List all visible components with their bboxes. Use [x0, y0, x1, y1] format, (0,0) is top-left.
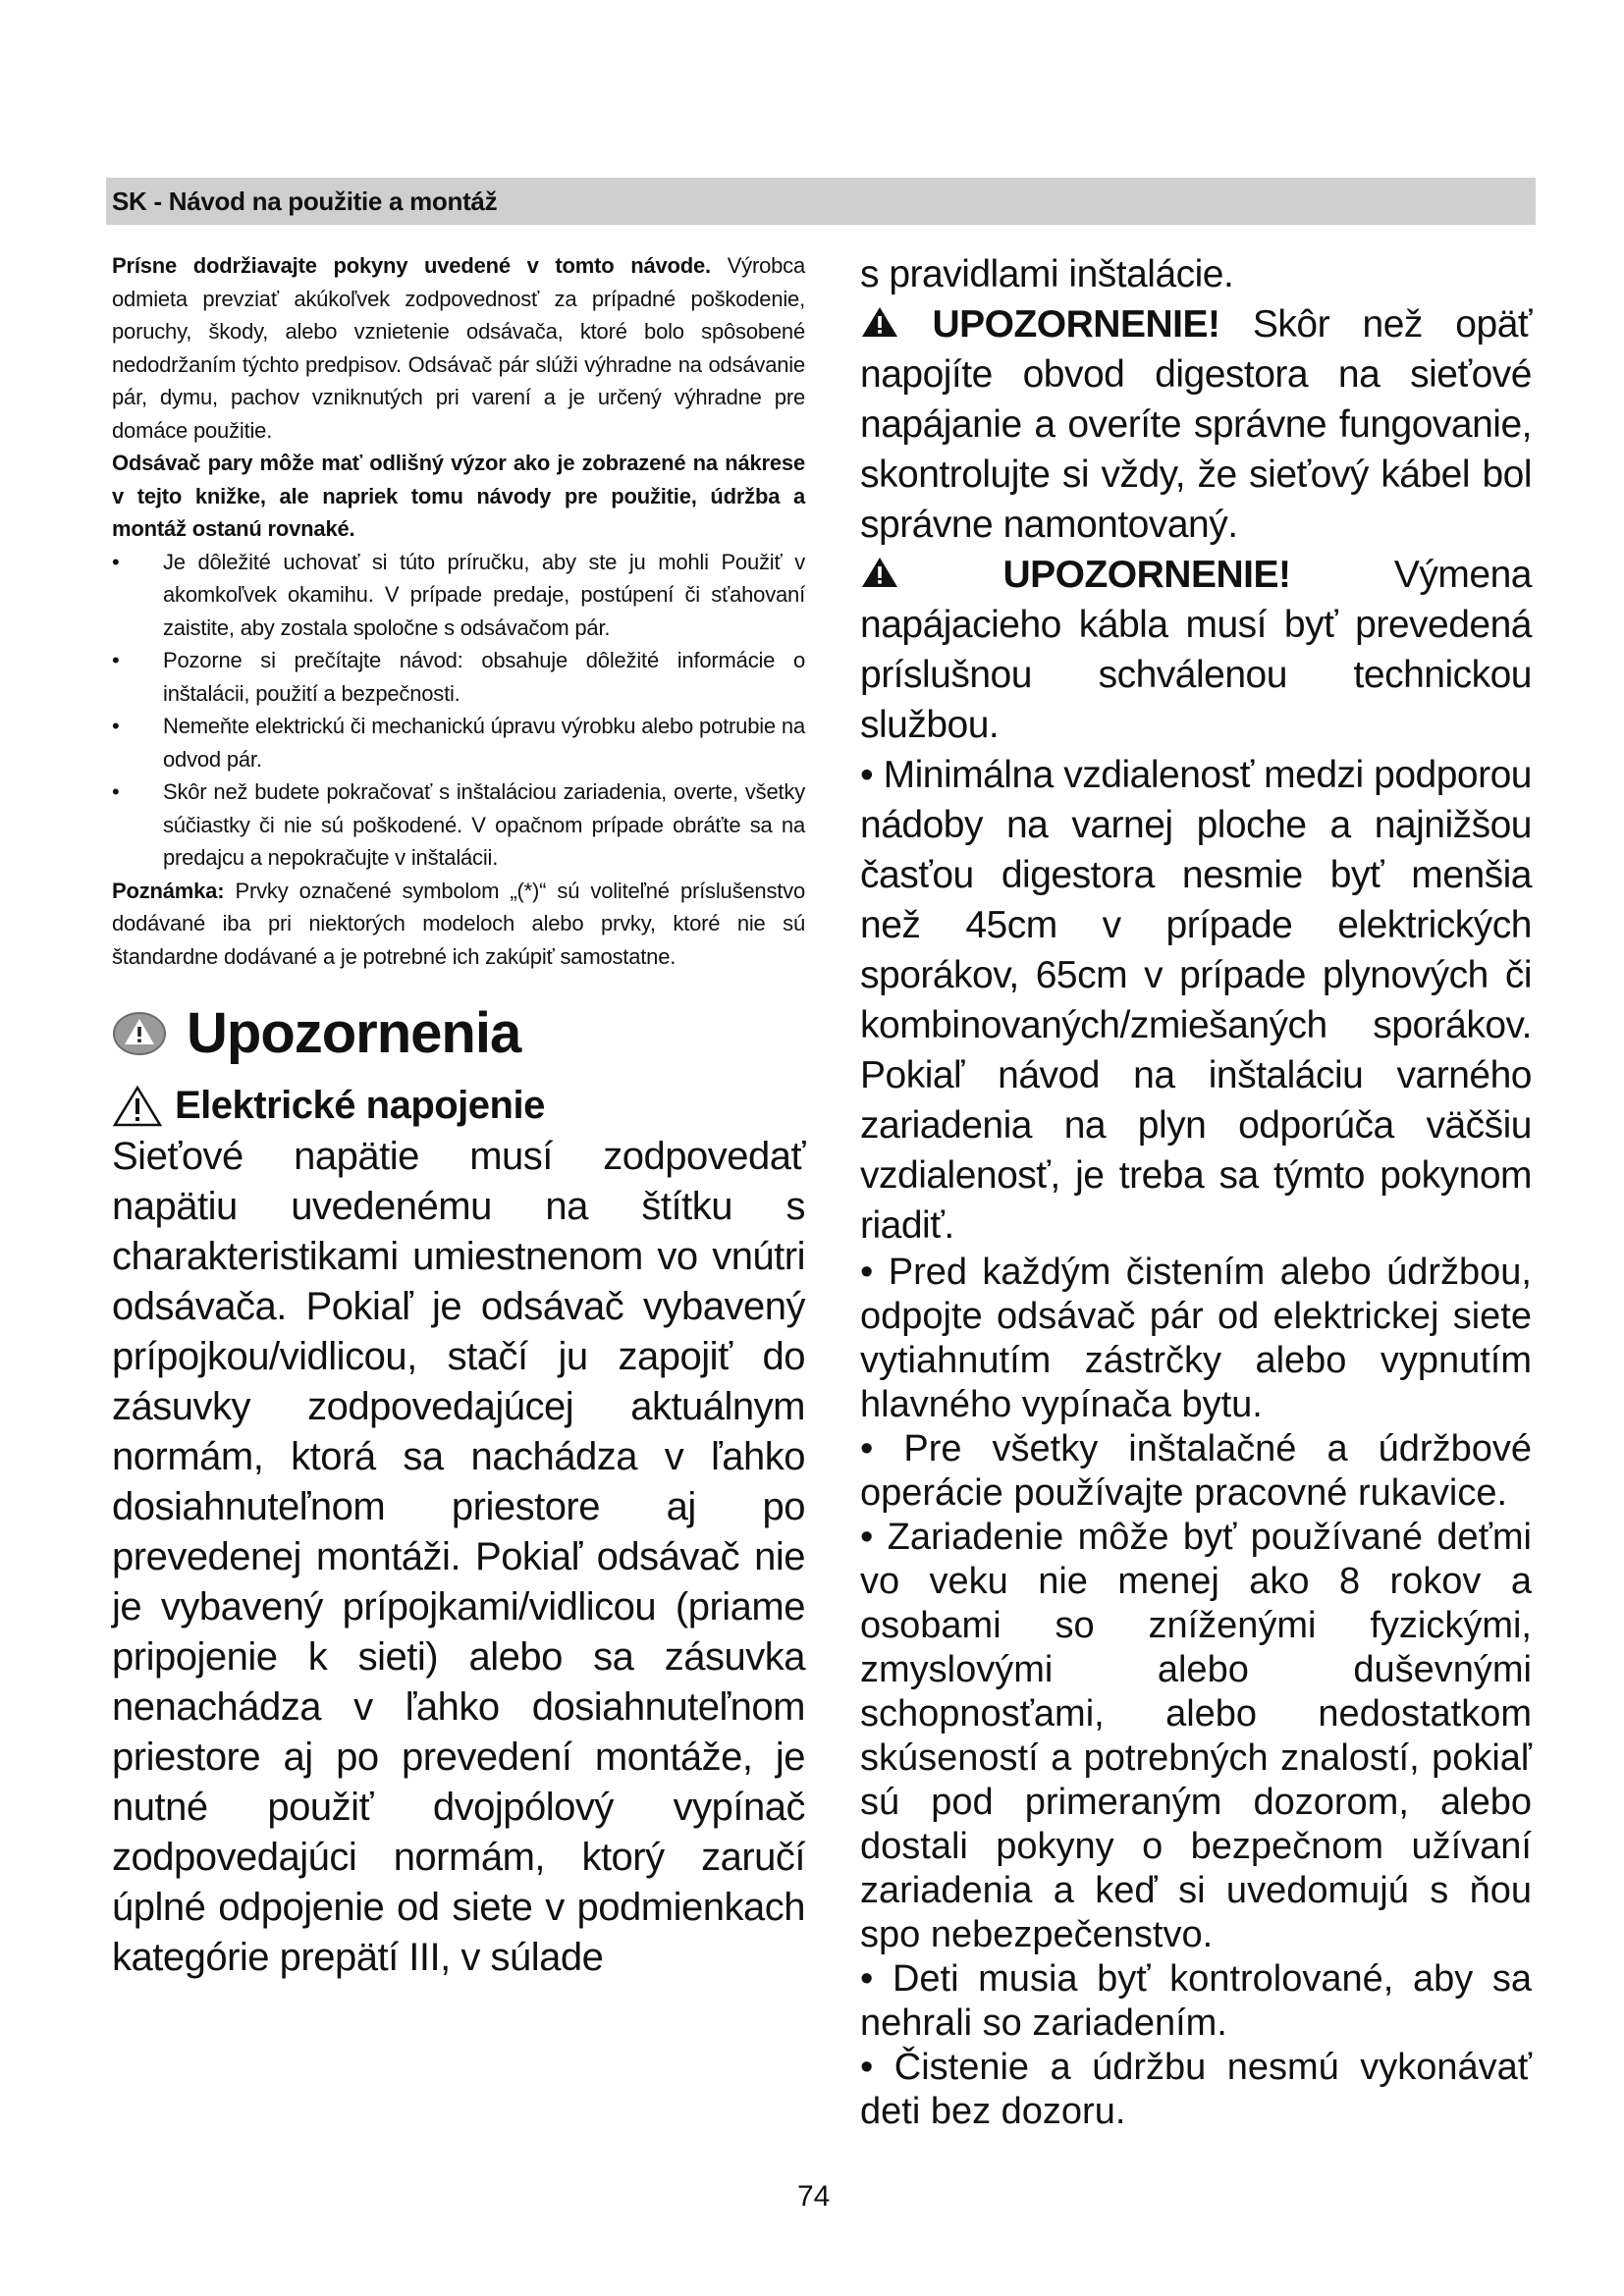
note-text: Prvky označené symbolom „(*)“ sú voliteľné príslušenstvo dodávané iba pri niektorých modeloch alebo prvky, ktoré nie sú štandardne dodávané a je potrebné ich zakúpiť samostatne. — [112, 878, 805, 969]
intro-bold-line: Prísne dodržiavajte pokyny uvedené v tomto návode. — [112, 253, 711, 278]
children-paragraph: • Zariadenie môže byť používané deťmi vo veku nie menej ako 8 rokov a osobami so zníženými fyzickými, zmyslovými alebo duševnými schopnosťami, alebo nedostatkom skúseností a potrebných znalostí, pokiaľ sú pod primeraným dozorom, alebo dostali pokyny o bezpečnom užívaní zariadenia a keď si uvedomujú s ňou spo nebezpečenstvo. — [860, 1517, 1532, 1955]
warning-label: UPOZORNENIE! — [932, 303, 1220, 346]
note-paragraph — [112, 875, 805, 974]
warning-text: Skôr než opäť napojíte obvod digestora na sieťové napájanie a overíte správne fungovanie, skontrolujte si vždy, že sieťový kábel bol správne namontovaný. — [860, 303, 1533, 546]
play-paragraph: • Deti musia byť kontrolované, aby sa nehrali so zariadením. — [860, 1958, 1532, 2044]
note-label: Poznámka: — [112, 878, 225, 903]
intro-text: Výrobca odmieta prevziať akúkoľvek zodpovednosť za prípadné poškodenie, poruchy, škody, alebo vznietenie odsávača, ktoré bolo spôsobené nedodržaním týchto predpisov. Odsávač pár slúži výhradne na odsávanie pár, dymu, pachov vzniknutých pri varení a je určený výhradne pre domáce použitie. — [112, 253, 805, 443]
header-title: SK - Návod na použitie a montáž — [112, 187, 498, 216]
warning-label: UPOZORNENIE! — [1002, 554, 1291, 596]
list-item: • Nemeňte elektrickú či mechanickú úpravu výrobku alebo potrubie na odvod pár. — [112, 714, 805, 772]
warning-paragraph-1 — [860, 299, 1532, 550]
gloves-paragraph: • Pre všetky inštalačné a údržbové operácie používajte pracovné rukavice. — [860, 1428, 1532, 1514]
continuation-line: s pravidlami inštalácie. — [860, 253, 1234, 295]
intro-paragraph — [112, 249, 805, 447]
appearance-note: Odsávač pary môže mať odlišný výzor ako je zobrazené na nákrese v tejto knižke, ale napriek tomu návody pre použitie, údržba a montáž ostanú rovnaké. — [112, 451, 805, 541]
warning-text: Výmena napájacieho kábla musí byť prevedená príslušnou schválenou technickou službou. — [860, 554, 1532, 746]
list-item: • Skôr než budete pokračovať s inštaláciou zariadenia, overte, všetky súčiastky či nie sú poškodené. V opačnom prípade obráťte sa na predajcu a nepokračujte v inštalácii. — [112, 779, 805, 870]
warning-triangle-icon — [860, 556, 899, 589]
left-column — [112, 249, 805, 1983]
right-top-block — [860, 249, 1532, 1251]
cleaning-paragraph: • Pred každým čistením alebo údržbou, odpojte odsávač pár od elektrickej siete vytiahnutím zástrčky alebo vypnutím hlavného vypínača bytu. — [860, 1252, 1532, 1425]
electrical-connection-text — [112, 1132, 805, 1983]
page-number: 74 — [797, 2180, 831, 2213]
section-heading — [112, 1000, 805, 1066]
intro-block — [112, 249, 805, 973]
subsection-title: Elektrické napojenie — [175, 1084, 545, 1127]
warning-paragraph-2 — [860, 550, 1532, 750]
warning-triangle-icon — [860, 305, 899, 339]
section-title: Upozornenia — [187, 1001, 521, 1065]
distance-paragraph: • Minimálna vzdialenosť medzi podporou nádoby na varnej ploche a najnižšou časťou digestora nesmie byť menšia než 45cm v prípade elektrických sporákov, 65cm v prípade plynových či kombinovaných/zmiešaných sporákov. Pokiaľ návod na inštaláciu varného zariadenia na plyn odporúča väčšiu vzdialenosť, je treba sa týmto pokynom riadiť. — [860, 754, 1532, 1247]
warning-circle-icon — [112, 1010, 167, 1057]
right-column — [860, 249, 1532, 2134]
list-item: • Je dôležité uchovať si túto príručku, aby ste ju mohli Použiť v akomkoľvek okamihu. V prípade predaje, postúpení či sťahovaní zaistite, aby zostala spoločne s odsávačom pár. — [112, 549, 805, 640]
subsection-heading — [112, 1084, 805, 1128]
warning-triangle-icon — [112, 1085, 163, 1128]
section-header-bar — [106, 178, 1536, 225]
body-paragraph: Sieťové napätie musí zodpovedať napätiu uvedenému na štítku s charakteristikami umiestnenom vo vnútri odsávača. Pokiaľ je odsávač vybavený prípojkou/vidlicou, stačí ju zapojiť do zásuvky zodpovedajúcej aktuálnym normám, ktorá sa nachádza v ľahko dosiahnuteľnom priestore aj po prevedenej montáži. Pokiaľ odsávač nie je vybavený prípojkami/vidlicou (priame pripojenie k sieti) alebo sa zásuvka nenachádza v ľahko dosiahnuteľnom priestore aj po prevedení montáže, je nutné použiť dvojpólový vypínač zodpovedajúci normám, ktorý zaručí úplné odpojenie od siete v podmienkach kategórie prepätí III, v súlade — [112, 1135, 805, 1979]
right-bottom-block — [860, 1251, 1532, 2134]
maintenance-paragraph: • Čistenie a údržbu nesmú vykonávať deti bez dozoru. — [860, 2047, 1532, 2132]
list-item: • Pozorne si prečítajte návod: obsahuje dôležité informácie o inštalácii, použití a bezpečnosti. — [112, 648, 805, 706]
